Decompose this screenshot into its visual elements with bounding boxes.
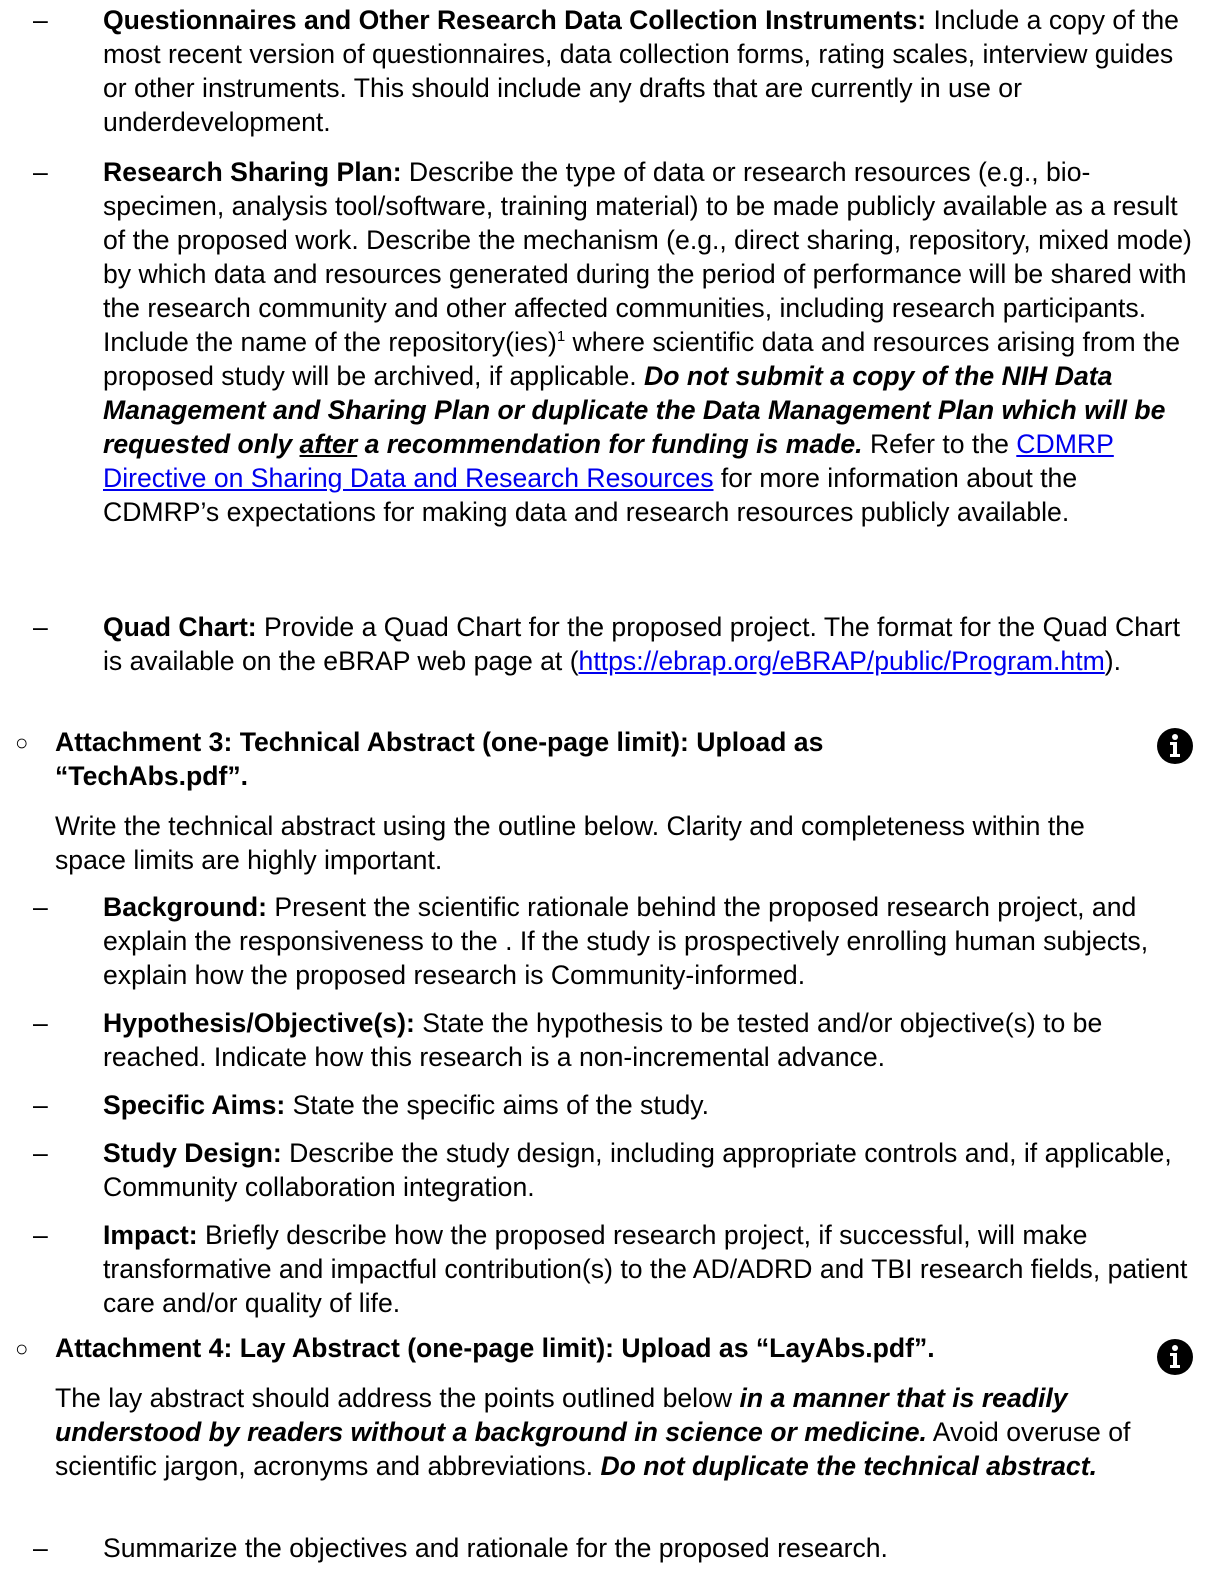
emphasis-text: Do not duplicate the technical abstract. [600, 1451, 1097, 1481]
item-heading: Specific Aims: [103, 1090, 286, 1120]
section-title: Attachment 4: Lay Abstract (one-page limit): Upload as “LayAbs.pdf”. [55, 1333, 935, 1363]
dash-bullet: – [33, 1533, 48, 1563]
item-heading: Impact: [103, 1220, 198, 1250]
list-item-specific-aims [33, 1088, 1193, 1122]
item-heading: Questionnaires and Other Research Data Collection Instruments: [103, 5, 927, 35]
item-text: Describe the type of data or research resources (e.g., bio-specimen, analysis tool/software, training material) to be made publicly available as a result of the proposed work. Describe the mechanism (e.g., direct sharing, repository, mixed mode) by which data and resources generated during the period of performance will be shared with the research community and other affected communities, including research participants. Include the name of the repository(ies) [103, 157, 1192, 357]
footnote-marker: 1 [556, 328, 566, 346]
section-title: Attachment 3: Technical Abstract (one-page limit): Upload as “TechAbs.pdf”. [55, 727, 824, 791]
list-item-impact [33, 1218, 1193, 1320]
dash-bullet: – [33, 1138, 48, 1168]
paragraph: Summarize the objectives and rationale for the proposed research. [103, 1533, 888, 1563]
cdmrp-directive-link[interactable]: CDMRP Directive on Sharing Data and Research Resources [103, 429, 1114, 493]
item-text: where scientific data and resources arising from the proposed study will be archived, if applicable. [103, 327, 1181, 391]
circle-bullet: ○ [15, 1336, 29, 1361]
item-text: Provide a Quad Chart for the proposed project. The format for the Quad Chart is available on the eBRAP web page at ( [103, 612, 1181, 676]
circle-bullet: ○ [15, 730, 29, 755]
list-item-background [33, 890, 1193, 992]
emphasis-text: a recommendation for funding is made. [357, 429, 863, 459]
item-text: Include a copy of the most recent version of questionnaires, data collection forms, rating scales, interview guides or other instruments. This should include any drafts that are currently in use or underdevelopment. [103, 5, 1179, 137]
paragraph [103, 1006, 1193, 1074]
item-heading: Research Sharing Plan: [103, 157, 402, 187]
list-item-study-design [33, 1136, 1193, 1204]
ebrap-program-link[interactable]: https://ebrap.org/eBRAP/public/Program.htm [578, 646, 1105, 676]
item-text: State the specific aims of the study. [285, 1090, 710, 1120]
dash-bullet: – [33, 1220, 48, 1250]
emphasis-text: Do not submit a copy of the NIH Data Management and Sharing Plan or duplicate the Data Management Plan which will be requested only [103, 361, 1166, 459]
dash-bullet: – [33, 1090, 48, 1120]
item-text: Refer to the [862, 429, 1017, 459]
attachment-4-heading [15, 1331, 1055, 1365]
paragraph: Write the technical abstract using the outline below. Clarity and completeness within the space limits are highly important. [55, 811, 1085, 875]
list-item-research-sharing-plan [33, 155, 1193, 529]
paragraph [103, 1136, 1193, 1204]
item-text: State the hypothesis to be tested and/or objective(s) to be reached. Indicate how this research is a non-incremental advance. [103, 1008, 1103, 1072]
item-text: ). [1104, 646, 1122, 676]
paragraph [103, 610, 1193, 678]
item-heading: Quad Chart: [103, 612, 257, 642]
paragraph [103, 1088, 1193, 1122]
info-icon[interactable] [1157, 728, 1193, 764]
dash-bullet: – [33, 5, 48, 35]
item-heading: Background: [103, 892, 268, 922]
attachment-3-intro [55, 809, 1155, 877]
paragraph [103, 1218, 1193, 1320]
item-text: Briefly describe how the proposed research project, if successful, will make transformative and impactful contribution(s) to the AD/ADRD and TBI research fields, patient care and/or quality of life. [103, 1220, 1188, 1318]
emphasis-underlined: after [299, 429, 358, 459]
item-text: Describe the study design, including appropriate controls and, if applicable, Community collaboration integration. [103, 1138, 1172, 1202]
list-item-questionnaires [33, 3, 1193, 139]
item-heading: Hypothesis/Objective(s): [103, 1008, 415, 1038]
dash-bullet: – [33, 1008, 48, 1038]
paragraph: The lay abstract should address the points outlined below in a manner that is readily understood by readers without a background in science or medicine. Avoid overuse of scientific jargon, acronyms and abbreviations. Do not duplicate the technical abstract. [55, 1383, 1131, 1481]
list-item-hypothesis [33, 1006, 1193, 1074]
info-icon[interactable] [1157, 1339, 1193, 1375]
list-item-summarize [33, 1531, 1193, 1565]
paragraph [103, 3, 1193, 139]
item-text: Present the scientific rationale behind the proposed research project, and explain the responsiveness to the . If the study is prospectively enrolling human subjects, explain how the proposed research is Community-informed. [103, 892, 1149, 990]
paragraph [103, 155, 1193, 529]
item-text: for more information about the CDMRP’s expectations for making data and research resources publicly available. [103, 463, 1078, 527]
attachment-4-intro [55, 1381, 1155, 1483]
dash-bullet: – [33, 157, 48, 187]
list-item-quad-chart [33, 610, 1193, 678]
dash-bullet: – [33, 892, 48, 922]
item-heading: Study Design: [103, 1138, 282, 1168]
dash-bullet: – [33, 612, 48, 642]
emphasis-text: in a manner that is readily understood by readers without a background in science or medicine. [55, 1383, 1068, 1447]
attachment-3-heading [15, 725, 855, 793]
paragraph [103, 890, 1193, 992]
